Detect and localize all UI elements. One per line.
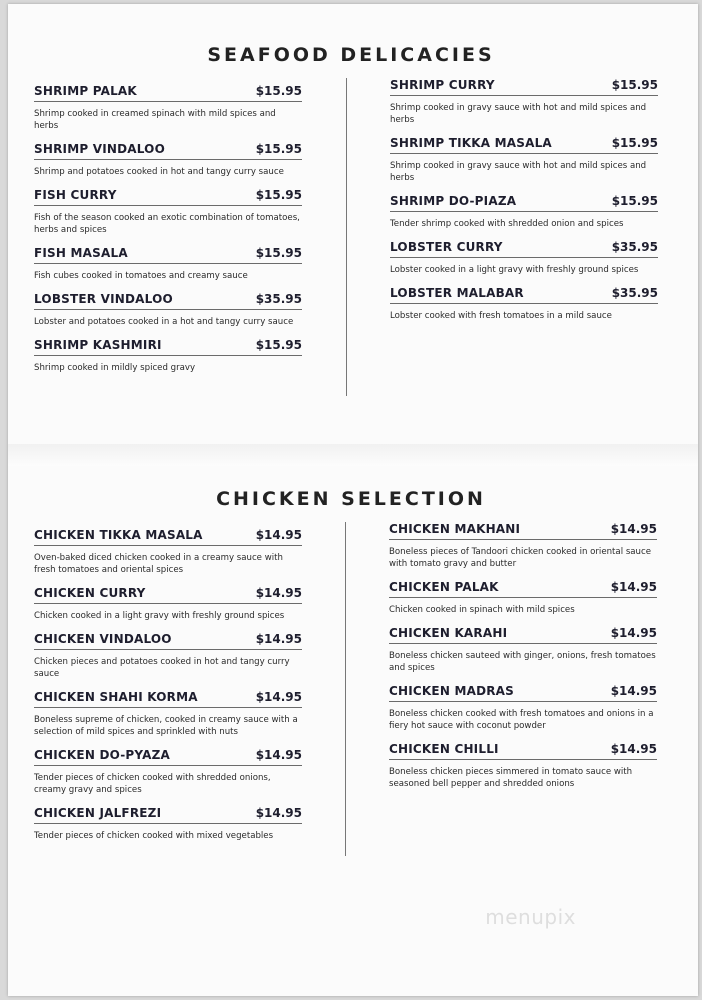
menu-item-header — [389, 742, 657, 760]
menu-item-description: Tender shrimp cooked with shredded onion and spices — [390, 219, 624, 229]
menu-item — [390, 136, 658, 184]
menu-item-header — [34, 690, 302, 708]
menu-item-description: Shrimp cooked in gravy sauce with hot and mild spices and herbs — [390, 161, 647, 183]
menu-item — [390, 78, 658, 126]
menu-item-description: Shrimp cooked in gravy sauce with hot and mild spices and herbs — [390, 103, 647, 125]
menu-item-header — [34, 528, 302, 546]
menu-item — [389, 580, 657, 616]
menu-item-header — [34, 806, 302, 824]
menu-item-price: $14.95 — [255, 806, 302, 820]
menu-item-name: CHICKEN MAKHANI — [389, 522, 521, 536]
menu-item-price: $35.95 — [255, 292, 302, 306]
menu-item — [390, 194, 658, 230]
menu-item-description: Boneless chicken pieces simmered in tomato sauce with seasoned bell pepper and shredded onions — [389, 767, 633, 789]
menu-item-price: $15.95 — [611, 136, 658, 150]
menu-item — [34, 806, 302, 842]
menu-item-description: Boneless chicken sauteed with ginger, onions, fresh tomatoes and spices — [389, 651, 656, 673]
menu-item-price: $14.95 — [255, 748, 302, 762]
menu-item-price: $35.95 — [611, 286, 658, 300]
menu-item-description: Boneless supreme of chicken, cooked in creamy sauce with a selection of mild spices and sprinkled with nuts — [34, 715, 298, 737]
menu-item-price: $14.95 — [255, 632, 302, 646]
menu-item-description: Boneless pieces of Tandoori chicken cooked in oriental sauce with tomato gravy and butter — [389, 547, 652, 569]
menu-item-name: CHICKEN VINDALOO — [34, 632, 172, 646]
menu-item-name: CHICKEN TIKKA MASALA — [34, 528, 203, 542]
menu-item-price: $14.95 — [610, 626, 657, 640]
menu-item — [34, 246, 302, 282]
chicken-column-divider — [345, 522, 346, 856]
menu-item-name: FISH CURRY — [34, 188, 117, 202]
menu-item-price: $14.95 — [610, 742, 657, 756]
menu-item-header — [390, 194, 658, 212]
seafood-section-title: SEAFOOD DELICACIES — [207, 44, 495, 66]
menu-item-header — [390, 240, 658, 258]
page-fold — [8, 444, 698, 466]
menu-item-price: $15.95 — [255, 246, 302, 260]
menu-item-header — [34, 338, 302, 356]
menu-item — [389, 684, 657, 732]
menu-item-header — [34, 246, 302, 264]
menu-item-description: Chicken cooked in spinach with mild spices — [389, 605, 575, 615]
chicken-right-column — [389, 522, 657, 790]
menu-item — [34, 690, 302, 738]
menu-item-description: Chicken pieces and potatoes cooked in hot and tangy curry sauce — [34, 657, 290, 679]
menu-item-description: Tender pieces of chicken cooked with mixed vegetables — [34, 831, 274, 841]
menu-item-description: Tender pieces of chicken cooked with shredded onions, creamy gravy and spices — [34, 773, 271, 795]
menu-item-description: Lobster and potatoes cooked in a hot and tangy curry sauce — [34, 317, 294, 327]
menu-item-price: $15.95 — [255, 84, 302, 98]
menu-item — [389, 626, 657, 674]
menu-item — [34, 292, 302, 328]
menu-item-name: LOBSTER CURRY — [390, 240, 503, 254]
menu-item-header — [34, 586, 302, 604]
menu-item-description: Shrimp and potatoes cooked in hot and tangy curry sauce — [34, 167, 284, 177]
menu-item-name: SHRIMP PALAK — [34, 84, 137, 98]
menu-item-name: SHRIMP DO-PIAZA — [390, 194, 517, 208]
menu-item-price: $14.95 — [610, 684, 657, 698]
menu-item-name: CHICKEN KARAHI — [389, 626, 508, 640]
menu-item-header — [34, 632, 302, 650]
chicken-left-column — [34, 528, 302, 842]
menu-item-price: $14.95 — [255, 586, 302, 600]
menu-item-header — [34, 188, 302, 206]
menu-item-price: $14.95 — [255, 528, 302, 542]
menu-item — [34, 632, 302, 680]
menu-item-name: CHICKEN SHAHI KORMA — [34, 690, 198, 704]
menu-item-price: $15.95 — [255, 338, 302, 352]
menu-item-price: $15.95 — [255, 188, 302, 202]
menu-item-name: SHRIMP VINDALOO — [34, 142, 165, 156]
menu-item-description: Shrimp cooked in mildly spiced gravy — [34, 363, 196, 373]
menu-item — [34, 188, 302, 236]
menu-item-header — [34, 292, 302, 310]
menu-item — [34, 142, 302, 178]
menu-item-name: SHRIMP KASHMIRI — [34, 338, 162, 352]
menu-item — [390, 240, 658, 276]
menu-item-header — [390, 286, 658, 304]
menu-item-description: Fish of the season cooked an exotic combination of tomatoes, herbs and spices — [34, 213, 300, 235]
menu-item — [34, 338, 302, 374]
menu-item-description: Lobster cooked in a light gravy with freshly ground spices — [390, 265, 639, 275]
menu-item-name: CHICKEN CURRY — [34, 586, 146, 600]
chicken-section-title: CHICKEN SELECTION — [216, 488, 486, 510]
menu-item-price: $15.95 — [611, 194, 658, 208]
menu-item-header — [389, 522, 657, 540]
menu-item-description: Lobster cooked with fresh tomatoes in a mild sauce — [390, 311, 612, 321]
menu-item-header — [34, 84, 302, 102]
menu-item-name: CHICKEN MADRAS — [389, 684, 514, 698]
watermark-logo: menupix — [485, 905, 576, 929]
menu-item-description: Oven-baked diced chicken cooked in a creamy sauce with fresh tomatoes and oriental spices — [34, 553, 283, 575]
menu-item-header — [390, 136, 658, 154]
menu-item-description: Fish cubes cooked in tomatoes and creamy sauce — [34, 271, 248, 281]
menu-item — [34, 84, 302, 132]
menu-item-price: $15.95 — [611, 78, 658, 92]
menu-item-price: $14.95 — [255, 690, 302, 704]
menu-item-name: SHRIMP TIKKA MASALA — [390, 136, 552, 150]
menu-item-name: CHICKEN CHILLI — [389, 742, 499, 756]
menu-item-name: CHICKEN PALAK — [389, 580, 499, 594]
menu-item-header — [34, 142, 302, 160]
menu-item — [34, 586, 302, 622]
menu-item-price: $35.95 — [611, 240, 658, 254]
menu-item-price: $15.95 — [255, 142, 302, 156]
menu-item — [34, 748, 302, 796]
seafood-right-column — [390, 78, 658, 322]
menu-item-header — [389, 684, 657, 702]
menu-item-name: LOBSTER MALABAR — [390, 286, 524, 300]
seafood-left-column — [34, 84, 302, 374]
menu-item-name: SHRIMP CURRY — [390, 78, 495, 92]
menu-item-name: FISH MASALA — [34, 246, 128, 260]
menu-item-description: Boneless chicken cooked with fresh tomatoes and onions in a fiery hot sauce with coconut powder — [389, 709, 654, 731]
seafood-column-divider — [346, 78, 347, 396]
menu-item-price: $14.95 — [610, 580, 657, 594]
menu-item-name: CHICKEN DO-PYAZA — [34, 748, 171, 762]
menu-item-description: Chicken cooked in a light gravy with freshly ground spices — [34, 611, 285, 621]
menu-item-header — [389, 626, 657, 644]
menu-item-header — [34, 748, 302, 766]
menu-item-header — [389, 580, 657, 598]
menu-item — [390, 286, 658, 322]
menu-item — [389, 522, 657, 570]
menu-item-name: LOBSTER VINDALOO — [34, 292, 173, 306]
menu-item-name: CHICKEN JALFREZI — [34, 806, 162, 820]
menu-item — [389, 742, 657, 790]
menu-item-description: Shrimp cooked in creamed spinach with mild spices and herbs — [34, 109, 276, 131]
menu-item-header — [390, 78, 658, 96]
menu-item-price: $14.95 — [610, 522, 657, 536]
menu-item — [34, 528, 302, 576]
